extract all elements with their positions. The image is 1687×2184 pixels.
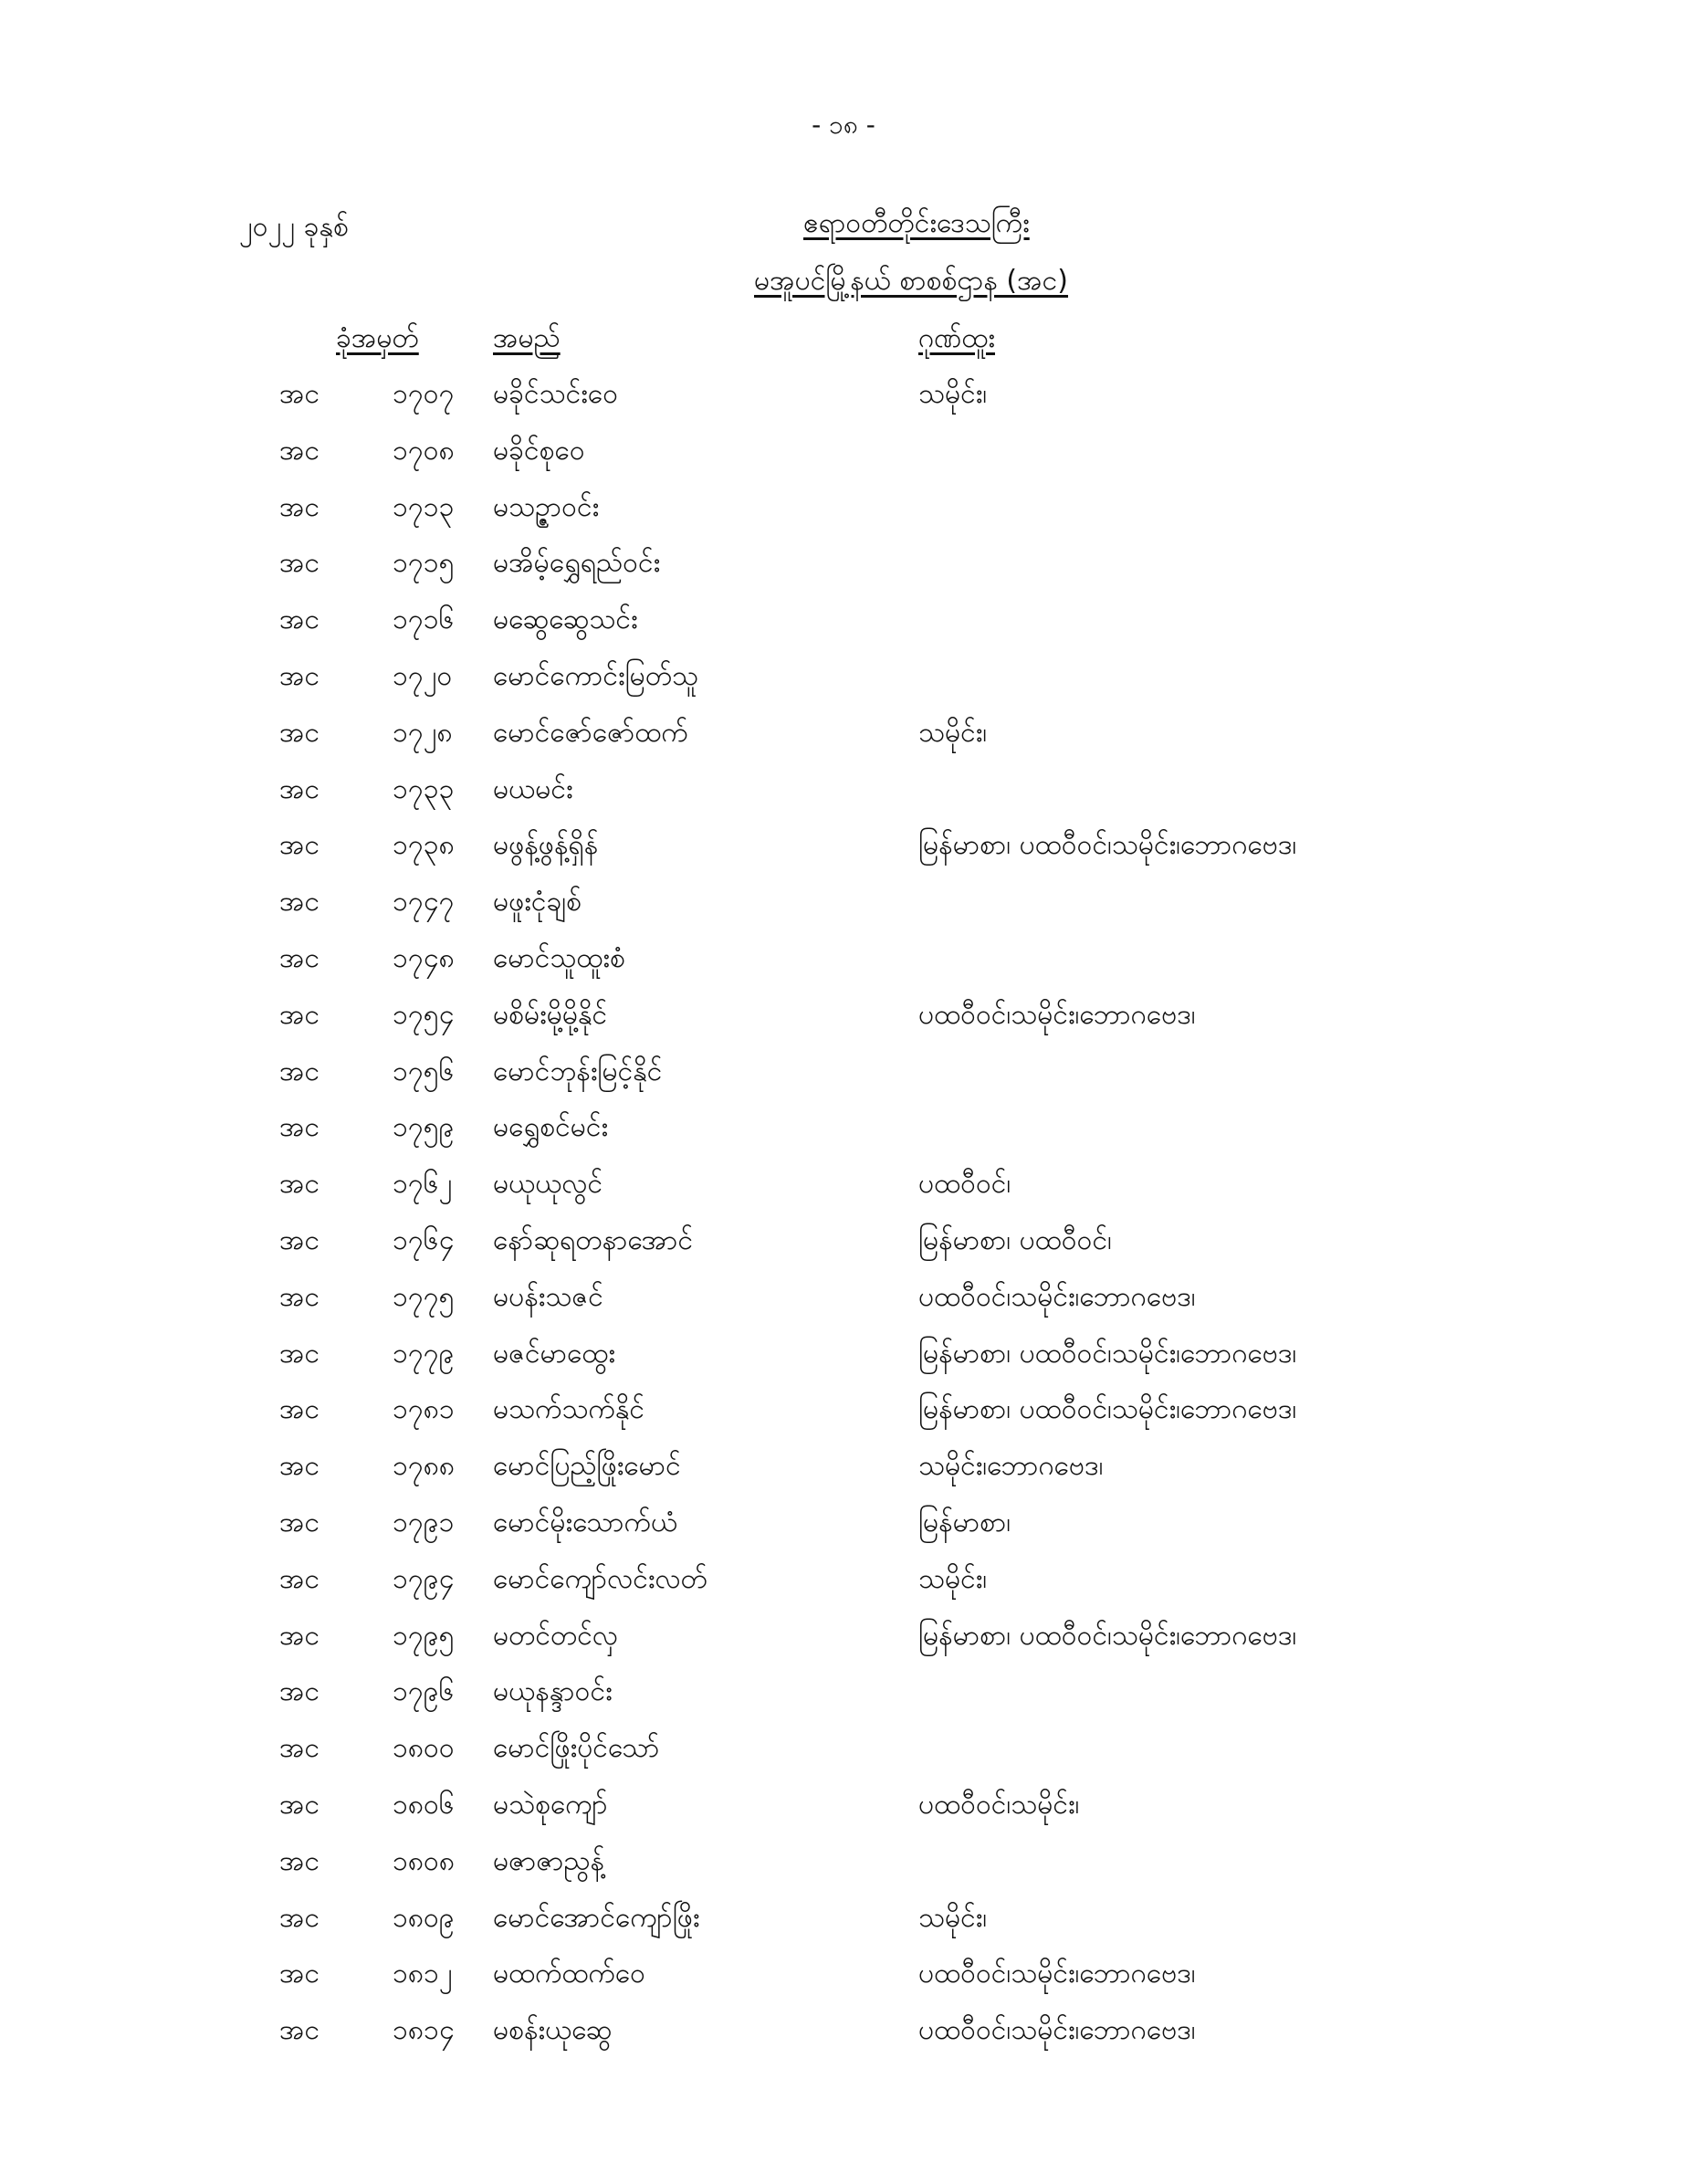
roll-number: ၁၇၉၆ [393,1675,455,1708]
list-item [0,1329,1687,1386]
student-name: မဖွန့်ဖွန့်ရှိန် [493,829,599,862]
roll-prefix: အင [279,941,320,974]
roll-number: ၁၈၁၂ [393,1958,453,1990]
list-item [0,1498,1687,1555]
list-item [0,370,1687,426]
list-item [0,539,1687,595]
list-item [0,1385,1687,1442]
student-name: နော်ဆုရတနာအောင် [493,1223,694,1256]
student-name: မောင်ကောင်းမြတ်သူ [493,659,699,692]
roll-prefix: အင [279,604,320,636]
roll-number: ၁၇၀၇ [393,378,455,410]
roll-prefix: အင [279,998,320,1031]
list-item [0,821,1687,877]
results-list [0,370,1687,2063]
roll-prefix: အင [279,659,320,692]
roll-prefix: အင [279,886,320,919]
roll-number: ၁၇၅၄ [393,998,455,1031]
roll-number: ၁၇၄၇ [393,886,455,919]
student-name: မဇာဇာညွန့် [493,1844,605,1877]
roll-number: ၁၈၀၀ [393,1732,455,1765]
list-item [0,1442,1687,1498]
roll-prefix: အင [279,1055,320,1087]
student-name: မယမင်း [493,772,573,805]
roll-prefix: အင [279,1223,320,1256]
roll-number: ၁၇၆၄ [393,1223,455,1256]
roll-number: ၁၇၁၃ [393,490,455,523]
distinction-subjects: ပထဝီဝင်၊ [918,1168,1011,1201]
student-name: မဖူးငုံချစ် [493,886,582,919]
roll-prefix: အင [279,716,320,749]
roll-prefix: အင [279,1280,320,1313]
roll-number: ၁၇၈၈ [393,1450,456,1483]
roll-prefix: အင [279,1393,320,1426]
distinction-subjects: သမိုင်း၊ [918,1562,988,1595]
student-name: မောင်ဇော်ဇော်ထက် [493,716,688,749]
roll-prefix: အင [279,1168,320,1201]
student-name: မသဥ္ဇာဝင်း [493,490,600,523]
roll-prefix: အင [279,1958,320,1990]
student-name: မယုယုလွင် [493,1168,603,1201]
list-item [0,709,1687,765]
list-item [0,426,1687,483]
roll-number: ၁၈၀၈ [393,1844,456,1877]
distinction-subjects: သမိုင်း၊ [918,1901,988,1934]
roll-number: ၁၇၅၆ [393,1055,455,1087]
list-item [0,1780,1687,1837]
student-name: မောင်ကျော်လင်းလတ် [493,1562,707,1595]
roll-number: ၁၇၁၅ [393,547,455,580]
roll-number: ၁၇၉၅ [393,1619,455,1652]
exam-center-title: မအူပင်မြို့နယ် စာစစ်ဌာန (အင) [754,265,1069,297]
list-item [0,765,1687,822]
list-item [0,1103,1687,1160]
roll-prefix: အင [279,378,320,410]
roll-prefix: အင [279,1562,320,1595]
roll-number: ၁၈၁၄ [393,2014,455,2047]
roll-number: ၁၇၆၂ [393,1168,453,1201]
roll-number: ၁၈၀၉ [393,1901,455,1934]
distinction-column-header: ဂုဏ်ထူး [918,322,995,354]
student-name: မခိုင်သင်းဝေ [493,378,619,410]
student-name: မယုနန္ဒာဝင်း [493,1675,613,1708]
distinction-subjects: သမိုင်း၊ [918,716,988,749]
roll-prefix: အင [279,2014,320,2047]
list-item [0,1612,1687,1668]
roll-number-column-header: ခုံအမှတ် [336,322,419,354]
roll-number: ၁၈၀၆ [393,1788,455,1821]
student-name: မခိုင်စုဝေ [493,434,585,467]
roll-number: ၁၇၃၃ [393,772,455,805]
roll-prefix: အင [279,1506,320,1538]
student-name: မအိမ့်ရွှေရည်ဝင်း [493,547,661,580]
list-item [0,1837,1687,1894]
roll-prefix: အင [279,1337,320,1370]
distinction-subjects: မြန်မာစာ၊ ပထဝီဝင်၊ [918,1223,1112,1256]
roll-prefix: အင [279,1788,320,1821]
student-name: မောင်သူထူးစံ [493,941,625,974]
student-name: မောင်ပြည့်ဖြိုးမောင် [493,1450,681,1483]
roll-prefix: အင [279,829,320,862]
student-name: မပန်းသဇင် [493,1280,603,1313]
distinction-subjects: မြန်မာစာ၊ ပထဝီဝင်၊သမိုင်း၊ဘောဂဗေဒ၊ [918,1393,1297,1426]
list-item [0,1160,1687,1216]
list-item [0,1949,1687,2006]
student-name: မောင်ဘုန်းမြင့်နိုင် [493,1055,663,1087]
roll-number: ၁၇၃၈ [393,829,455,862]
list-item [0,2006,1687,2063]
list-item [0,595,1687,652]
student-name: မဇင်မာထွေး [493,1337,616,1370]
roll-number: ၁၇၀၈ [393,434,455,467]
list-item [0,877,1687,934]
roll-prefix: အင [279,547,320,580]
list-item [0,1555,1687,1612]
distinction-subjects: မြန်မာစာ၊ [918,1506,1011,1538]
roll-prefix: အင [279,1111,320,1144]
roll-prefix: အင [279,1450,320,1483]
name-column-header: အမည် [493,322,561,354]
student-name: မောင်ဖြိုးပိုင်သော် [493,1732,660,1765]
student-name: မစန်းယုဆွေ [493,2014,613,2047]
list-item [0,934,1687,991]
list-item [0,991,1687,1047]
roll-prefix: အင [279,1732,320,1765]
list-item [0,1894,1687,1950]
student-name: မသဲစုကျော် [493,1788,608,1821]
roll-number: ၁၇၂၈ [393,716,453,749]
student-name: မသက်သက်နိုင် [493,1393,644,1426]
roll-number: ၁၇၄၈ [393,941,455,974]
student-name: မရွှေစင်မင်း [493,1111,609,1144]
roll-number: ၁၇၅၉ [393,1111,455,1144]
distinction-subjects: မြန်မာစာ၊ ပထဝီဝင်၊သမိုင်း၊ဘောဂဗေဒ၊ [918,1619,1297,1652]
page-number: - ၁၈ - [812,110,875,140]
list-item [0,1273,1687,1329]
student-name: မောင်အောင်ကျော်ဖြိုး [493,1901,700,1934]
list-item [0,1216,1687,1273]
roll-number: ၁၇၇၉ [393,1337,455,1370]
student-name: မတင်တင်လှ [493,1619,618,1652]
distinction-subjects: ပထဝီဝင်၊သမိုင်း၊ဘောဂဗေဒ၊ [918,998,1196,1031]
distinction-subjects: သမိုင်း၊ဘောဂဗေဒ၊ [918,1450,1104,1483]
roll-number: ၁၇၁၆ [393,604,455,636]
list-item [0,1667,1687,1724]
student-name: မထက်ထက်ဝေ [493,1958,645,1990]
student-name: မောင်မိုးသောက်ယံ [493,1506,678,1538]
region-title: ဧရာဝတီတိုင်းဒေသကြီး [803,207,1030,239]
roll-prefix: အင [279,772,320,805]
roll-number: ၁၇၉၁ [393,1506,455,1538]
distinction-subjects: ပထဝီဝင်၊သမိုင်း၊ဘောဂဗေဒ၊ [918,1958,1196,1990]
roll-prefix: အင [279,1675,320,1708]
distinction-subjects: ပထဝီဝင်၊သမိုင်း၊ဘောဂဗေဒ၊ [918,2014,1196,2047]
roll-prefix: အင [279,1844,320,1877]
roll-number: ၁၇၂၀ [393,659,453,692]
list-item [0,1724,1687,1780]
student-name: မစိမ်းမို့မို့နိုင် [493,998,608,1031]
exam-year: ၂၀၂၂ ခုနှစ် [239,211,349,243]
distinction-subjects: မြန်မာစာ၊ ပထဝီဝင်၊သမိုင်း၊ဘောဂဗေဒ၊ [918,1337,1297,1370]
roll-number: ၁၇၉၄ [393,1562,455,1595]
roll-prefix: အင [279,1619,320,1652]
roll-number: ၁၇၇၅ [393,1280,455,1313]
roll-number: ၁၇၈၁ [393,1393,455,1426]
list-item [0,1047,1687,1104]
list-item [0,652,1687,709]
list-item [0,483,1687,540]
roll-prefix: အင [279,434,320,467]
distinction-subjects: မြန်မာစာ၊ ပထဝီဝင်၊သမိုင်း၊ဘောဂဗေဒ၊ [918,829,1297,862]
roll-prefix: အင [279,1901,320,1934]
distinction-subjects: ပထဝီဝင်၊သမိုင်း၊ဘောဂဗေဒ၊ [918,1280,1196,1313]
distinction-subjects: ပထဝီဝင်၊သမိုင်း၊ [918,1788,1080,1821]
student-name: မဆွေဆွေသင်း [493,604,638,636]
roll-prefix: အင [279,490,320,523]
distinction-subjects: သမိုင်း၊ [918,378,988,410]
